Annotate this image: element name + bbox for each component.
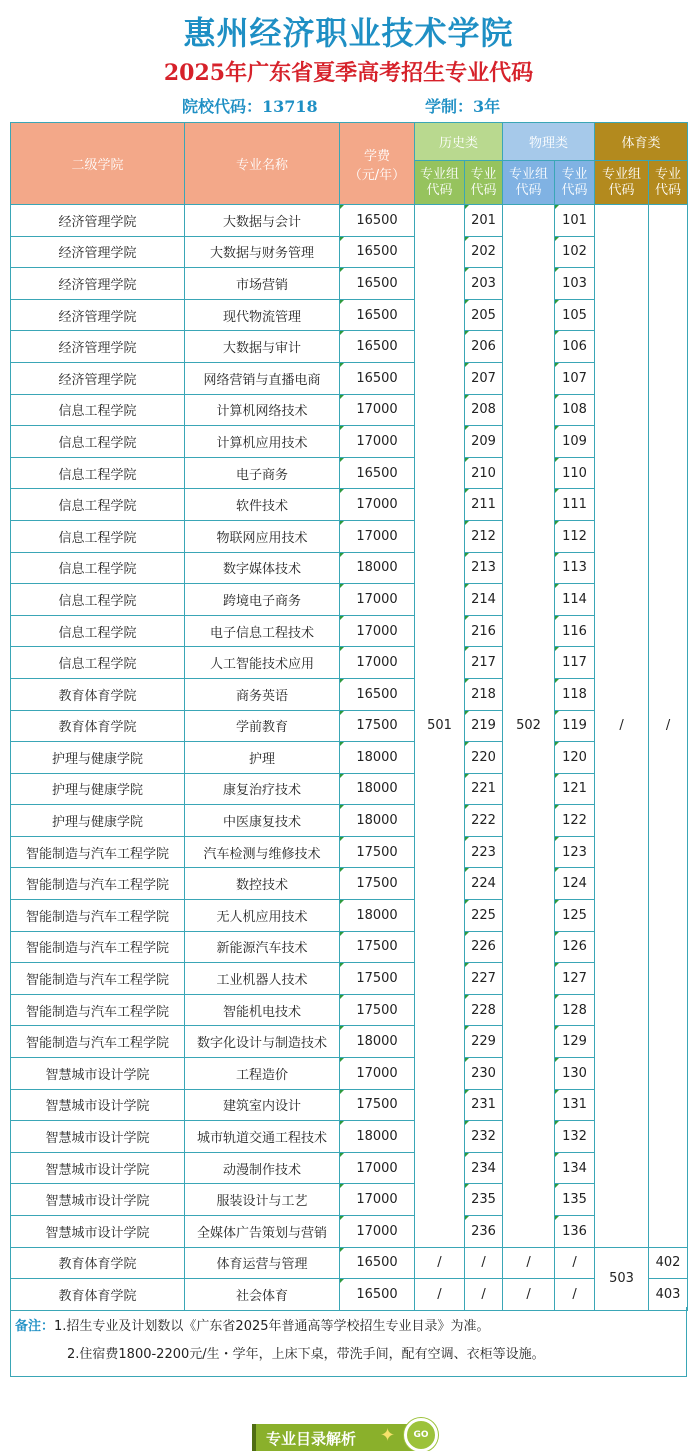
- fee-cell: 18000: [340, 900, 415, 932]
- hist-major-code-cell: 236: [465, 1216, 503, 1248]
- table-header: [11, 123, 688, 205]
- hist-major-code-cell: 213: [465, 552, 503, 584]
- major-cell: 康复治疗技术: [185, 773, 340, 805]
- hist-major-code-cell: 231: [465, 1089, 503, 1121]
- fee-cell: 17000: [340, 1184, 415, 1216]
- header-pe-major-code: [649, 161, 688, 205]
- college-cell: 信息工程学院: [11, 584, 185, 616]
- hist-major-code-cell: 235: [465, 1184, 503, 1216]
- college-cell: 信息工程学院: [11, 520, 185, 552]
- major-cell: 物联网应用技术: [185, 520, 340, 552]
- phys-major-code-cell: 136: [555, 1216, 595, 1248]
- major-cell: 电子信息工程技术: [185, 615, 340, 647]
- table-row: [11, 742, 688, 774]
- phys-major-code-cell: 120: [555, 742, 595, 774]
- phys-major-code-cell: 101: [555, 205, 595, 237]
- phys-major-code-cell: 130: [555, 1058, 595, 1090]
- college-cell: 经济管理学院: [11, 299, 185, 331]
- table-row: [11, 205, 688, 237]
- college-cell: 教育体育学院: [11, 710, 185, 742]
- phys-major-code-cell: 117: [555, 647, 595, 679]
- table-row: [11, 552, 688, 584]
- phys-major-code-cell: 118: [555, 678, 595, 710]
- header-college: 二级学院: [11, 123, 185, 205]
- college-cell: 智能制造与汽车工程学院: [11, 836, 185, 868]
- hist-major-code-cell: 216: [465, 615, 503, 647]
- header-history: 历史类: [415, 123, 503, 161]
- fee-cell: 17500: [340, 836, 415, 868]
- fee-cell: 16500: [340, 678, 415, 710]
- table-row: [11, 362, 688, 394]
- table-row: [11, 394, 688, 426]
- major-cell: 建筑室内设计: [185, 1089, 340, 1121]
- hist-major-code-cell: 210: [465, 457, 503, 489]
- college-cell: 智慧城市设计学院: [11, 1184, 185, 1216]
- college-cell: 信息工程学院: [11, 647, 185, 679]
- major-catalog-badge[interactable]: [252, 1418, 442, 1451]
- fee-cell: 18000: [340, 742, 415, 774]
- major-cell: 软件技术: [185, 489, 340, 521]
- pe-group-code-cell: 503: [595, 1247, 649, 1310]
- phys-major-code-cell: 123: [555, 836, 595, 868]
- fee-cell: 18000: [340, 805, 415, 837]
- table-row: [11, 994, 688, 1026]
- phys-major-code-cell: 124: [555, 868, 595, 900]
- header-pe-group-code: [595, 161, 649, 205]
- phys-major-code-cell: 121: [555, 773, 595, 805]
- major-cell: 学前教育: [185, 710, 340, 742]
- college-cell: 智能制造与汽车工程学院: [11, 931, 185, 963]
- hist-major-code-cell: 220: [465, 742, 503, 774]
- table-row: [11, 1089, 688, 1121]
- header-physics: 物理类: [503, 123, 595, 161]
- table-row: [11, 931, 688, 963]
- fee-cell: 17000: [340, 520, 415, 552]
- fee-cell: 16500: [340, 299, 415, 331]
- hist-major-code-cell: 212: [465, 520, 503, 552]
- phys-major-code-cell: 114: [555, 584, 595, 616]
- fee-cell: 16500: [340, 1279, 415, 1311]
- hist-major-code-cell: 206: [465, 331, 503, 363]
- major-cell: 市场营销: [185, 268, 340, 300]
- phys-major-code-cell: /: [555, 1279, 595, 1311]
- major-cell: 动漫制作技术: [185, 1152, 340, 1184]
- table-row: [11, 1247, 688, 1279]
- header-phys-major-code: [555, 161, 595, 205]
- fee-cell: 17000: [340, 584, 415, 616]
- major-cell: 现代物流管理: [185, 299, 340, 331]
- hist-major-code-cell: 202: [465, 236, 503, 268]
- header-hist-major-code: [465, 161, 503, 205]
- phys-major-code-cell: /: [555, 1247, 595, 1279]
- table-row: [11, 805, 688, 837]
- study-years: 学制：3年: [425, 97, 501, 116]
- fee-cell: 17000: [340, 426, 415, 458]
- major-cell: 全媒体广告策划与营销: [185, 1216, 340, 1248]
- college-cell: 智慧城市设计学院: [11, 1058, 185, 1090]
- header-group-line2: 代码: [426, 182, 453, 198]
- page-subtitle: 2025年广东省夏季高考招生专业代码: [163, 60, 534, 86]
- college-cell: 护理与健康学院: [11, 805, 185, 837]
- table-row: [11, 584, 688, 616]
- hist-major-code-cell: 207: [465, 362, 503, 394]
- header-major-line1: 专业: [561, 166, 588, 182]
- fee-cell: 17500: [340, 1089, 415, 1121]
- header-tuition: [340, 123, 415, 205]
- college-cell: 教育体育学院: [11, 1279, 185, 1311]
- phys-major-code-cell: 132: [555, 1121, 595, 1153]
- note-label: 备注：: [15, 1319, 55, 1334]
- table-row: [11, 836, 688, 868]
- table-row: [11, 710, 688, 742]
- major-cell: 大数据与会计: [185, 205, 340, 237]
- college-cell: 智能制造与汽车工程学院: [11, 900, 185, 932]
- header-phys-group-code: [503, 161, 555, 205]
- hist-group-code-cell: /: [415, 1279, 465, 1311]
- fee-cell: 16500: [340, 457, 415, 489]
- fee-cell: 17500: [340, 710, 415, 742]
- phys-major-code-cell: 102: [555, 236, 595, 268]
- major-cell: 智能机电技术: [185, 994, 340, 1026]
- note-line-1: [15, 1315, 490, 1334]
- major-cell: 数控技术: [185, 868, 340, 900]
- header-group-line2: 代码: [608, 182, 635, 198]
- pe-major-code-cell: /: [649, 205, 688, 1248]
- fee-cell: 18000: [340, 1121, 415, 1153]
- phys-group-code-cell: /: [503, 1247, 555, 1279]
- notes-box: [10, 1307, 687, 1377]
- hist-major-code-cell: /: [465, 1247, 503, 1279]
- hist-major-code-cell: 214: [465, 584, 503, 616]
- college-cell: 智能制造与汽车工程学院: [11, 1026, 185, 1058]
- major-cell: 计算机应用技术: [185, 426, 340, 458]
- major-cell: 新能源汽车技术: [185, 931, 340, 963]
- fee-cell: 17000: [340, 647, 415, 679]
- header-group-line1: 专业组: [509, 166, 549, 182]
- phys-major-code-cell: 131: [555, 1089, 595, 1121]
- college-cell: 信息工程学院: [11, 489, 185, 521]
- hist-group-code-cell: /: [415, 1247, 465, 1279]
- college-cell: 教育体育学院: [11, 1247, 185, 1279]
- header-tuition-line1: 学费: [363, 148, 390, 164]
- hist-major-code-cell: 225: [465, 900, 503, 932]
- college-cell: 经济管理学院: [11, 236, 185, 268]
- college-cell: 智慧城市设计学院: [11, 1121, 185, 1153]
- phys-major-code-cell: 108: [555, 394, 595, 426]
- college-cell: 经济管理学院: [11, 362, 185, 394]
- major-cell: 大数据与审计: [185, 331, 340, 363]
- header-group-line1: 专业组: [419, 166, 459, 182]
- phys-major-code-cell: 103: [555, 268, 595, 300]
- fee-cell: 17000: [340, 489, 415, 521]
- fee-cell: 18000: [340, 773, 415, 805]
- header-pe: 体育类: [595, 123, 688, 161]
- fee-cell: 18000: [340, 1026, 415, 1058]
- fee-cell: 17500: [340, 868, 415, 900]
- badge-label: 专业目录解析: [266, 1430, 357, 1448]
- pe-major-code-cell: 403: [649, 1279, 688, 1311]
- hist-major-code-cell: 228: [465, 994, 503, 1026]
- hist-major-code-cell: 232: [465, 1121, 503, 1153]
- fee-cell: 17000: [340, 394, 415, 426]
- hist-major-code-cell: 226: [465, 931, 503, 963]
- major-cell: 服装设计与工艺: [185, 1184, 340, 1216]
- hist-major-code-cell: 221: [465, 773, 503, 805]
- phys-major-code-cell: 128: [555, 994, 595, 1026]
- fee-cell: 16500: [340, 236, 415, 268]
- college-cell: 信息工程学院: [11, 615, 185, 647]
- fee-cell: 16500: [340, 205, 415, 237]
- phys-major-code-cell: 116: [555, 615, 595, 647]
- table-row: [11, 1058, 688, 1090]
- college-cell: 护理与健康学院: [11, 773, 185, 805]
- phys-major-code-cell: 109: [555, 426, 595, 458]
- fee-cell: 17500: [340, 931, 415, 963]
- hist-major-code-cell: 209: [465, 426, 503, 458]
- major-cell: 体育运营与管理: [185, 1247, 340, 1279]
- college-cell: 信息工程学院: [11, 426, 185, 458]
- phys-major-code-cell: 119: [555, 710, 595, 742]
- table-row: [11, 647, 688, 679]
- phys-major-code-cell: 135: [555, 1184, 595, 1216]
- phys-group-code-cell: /: [503, 1279, 555, 1311]
- major-cell: 计算机网络技术: [185, 394, 340, 426]
- sparkle-icon: ✦: [380, 1425, 396, 1446]
- table-row: [11, 1279, 688, 1311]
- note-line-2: 2.住宿费1800-2200元/生・学年，上床下桌，带洗手间，配有空调、衣柜等设施。: [67, 1347, 545, 1362]
- phys-major-code-cell: 111: [555, 489, 595, 521]
- phys-major-code-cell: 105: [555, 299, 595, 331]
- header-group-line1: 专业组: [602, 166, 642, 182]
- hist-major-code-cell: 230: [465, 1058, 503, 1090]
- header-major-line2: 代码: [655, 182, 682, 198]
- college-cell: 智慧城市设计学院: [11, 1089, 185, 1121]
- major-cell: 城市轨道交通工程技术: [185, 1121, 340, 1153]
- pe-group-code-cell: /: [595, 205, 649, 1248]
- hist-major-code-cell: 217: [465, 647, 503, 679]
- pe-major-code-cell: 402: [649, 1247, 688, 1279]
- header-major-line1: 专业: [655, 166, 682, 182]
- table-row: [11, 963, 688, 995]
- phys-major-code-cell: 134: [555, 1152, 595, 1184]
- major-cell: 电子商务: [185, 457, 340, 489]
- table-row: [11, 678, 688, 710]
- hist-major-code-cell: 211: [465, 489, 503, 521]
- phys-major-code-cell: 107: [555, 362, 595, 394]
- phys-major-code-cell: 113: [555, 552, 595, 584]
- phys-major-code-cell: 110: [555, 457, 595, 489]
- college-cell: 智能制造与汽车工程学院: [11, 994, 185, 1026]
- table-row: [11, 1184, 688, 1216]
- hist-major-code-cell: 227: [465, 963, 503, 995]
- header-major-line1: 专业: [470, 166, 497, 182]
- hist-major-code-cell: 205: [465, 299, 503, 331]
- fee-cell: 16500: [340, 1247, 415, 1279]
- table-row: [11, 1152, 688, 1184]
- major-cell: 大数据与财务管理: [185, 236, 340, 268]
- phys-major-code-cell: 122: [555, 805, 595, 837]
- fee-cell: 16500: [340, 268, 415, 300]
- major-cell: 社会体育: [185, 1279, 340, 1311]
- header-tuition-line2: （元/年）: [348, 167, 406, 183]
- fee-cell: 17000: [340, 1152, 415, 1184]
- major-cell: 网络营销与直播电商: [185, 362, 340, 394]
- major-cell: 护理: [185, 742, 340, 774]
- hist-major-code-cell: 208: [465, 394, 503, 426]
- college-cell: 经济管理学院: [11, 331, 185, 363]
- table-row: [11, 299, 688, 331]
- college-cell: 信息工程学院: [11, 552, 185, 584]
- fee-cell: 17500: [340, 994, 415, 1026]
- table-row: [11, 457, 688, 489]
- header-hist-group-code: [415, 161, 465, 205]
- table-row: [11, 773, 688, 805]
- table-row: [11, 489, 688, 521]
- phys-major-code-cell: 106: [555, 331, 595, 363]
- admission-code-table: [10, 122, 688, 1311]
- fee-cell: 16500: [340, 362, 415, 394]
- hist-major-code-cell: 219: [465, 710, 503, 742]
- fee-cell: 16500: [340, 331, 415, 363]
- college-cell: 教育体育学院: [11, 678, 185, 710]
- college-cell: 智慧城市设计学院: [11, 1216, 185, 1248]
- hist-major-code-cell: 234: [465, 1152, 503, 1184]
- table-row: [11, 868, 688, 900]
- table-row: [11, 236, 688, 268]
- college-cell: 智能制造与汽车工程学院: [11, 868, 185, 900]
- fee-cell: 17500: [340, 963, 415, 995]
- major-cell: 数字媒体技术: [185, 552, 340, 584]
- table-row: [11, 1216, 688, 1248]
- college-cell: 信息工程学院: [11, 457, 185, 489]
- table-row: [11, 426, 688, 458]
- phys-group-code-cell: 502: [503, 205, 555, 1248]
- hist-group-code-cell: 501: [415, 205, 465, 1248]
- phys-major-code-cell: 127: [555, 963, 595, 995]
- hist-major-code-cell: 222: [465, 805, 503, 837]
- table-row: [11, 331, 688, 363]
- header-group-line2: 代码: [515, 182, 542, 198]
- fee-cell: 17000: [340, 1216, 415, 1248]
- phys-major-code-cell: 112: [555, 520, 595, 552]
- table-row: [11, 615, 688, 647]
- major-cell: 跨境电子商务: [185, 584, 340, 616]
- header-major-line2: 代码: [561, 182, 588, 198]
- hist-major-code-cell: 229: [465, 1026, 503, 1058]
- phys-major-code-cell: 126: [555, 931, 595, 963]
- go-arrow-icon[interactable]: GO: [404, 1418, 438, 1451]
- header-major-line2: 代码: [470, 182, 497, 198]
- major-cell: 工业机器人技术: [185, 963, 340, 995]
- hist-major-code-cell: /: [465, 1279, 503, 1311]
- table-row: [11, 520, 688, 552]
- major-cell: 商务英语: [185, 678, 340, 710]
- major-cell: 工程造价: [185, 1058, 340, 1090]
- page-title: 惠州经济职业技术学院: [183, 14, 514, 52]
- college-cell: 智慧城市设计学院: [11, 1152, 185, 1184]
- school-code: 院校代码：13718: [182, 97, 318, 116]
- phys-major-code-cell: 125: [555, 900, 595, 932]
- fee-cell: 17000: [340, 1058, 415, 1090]
- college-cell: 信息工程学院: [11, 394, 185, 426]
- hist-major-code-cell: 218: [465, 678, 503, 710]
- fee-cell: 18000: [340, 552, 415, 584]
- hist-major-code-cell: 223: [465, 836, 503, 868]
- table-row: [11, 900, 688, 932]
- hist-major-code-cell: 201: [465, 205, 503, 237]
- table-row: [11, 268, 688, 300]
- major-cell: 无人机应用技术: [185, 900, 340, 932]
- hist-major-code-cell: 203: [465, 268, 503, 300]
- college-cell: 经济管理学院: [11, 205, 185, 237]
- fee-cell: 17000: [340, 615, 415, 647]
- college-cell: 智能制造与汽车工程学院: [11, 963, 185, 995]
- hist-major-code-cell: 224: [465, 868, 503, 900]
- college-cell: 经济管理学院: [11, 268, 185, 300]
- major-cell: 中医康复技术: [185, 805, 340, 837]
- table-row: [11, 1121, 688, 1153]
- major-cell: 数字化设计与制造技术: [185, 1026, 340, 1058]
- table-body: [11, 205, 688, 1311]
- note-text-1: 1.招生专业及计划数以《广东省2025年普通高等学校招生专业目录》为准。: [54, 1319, 490, 1334]
- header-major: 专业名称: [185, 123, 340, 205]
- major-cell: 人工智能技术应用: [185, 647, 340, 679]
- major-cell: 汽车检测与维修技术: [185, 836, 340, 868]
- phys-major-code-cell: 129: [555, 1026, 595, 1058]
- college-cell: 护理与健康学院: [11, 742, 185, 774]
- table-row: [11, 1026, 688, 1058]
